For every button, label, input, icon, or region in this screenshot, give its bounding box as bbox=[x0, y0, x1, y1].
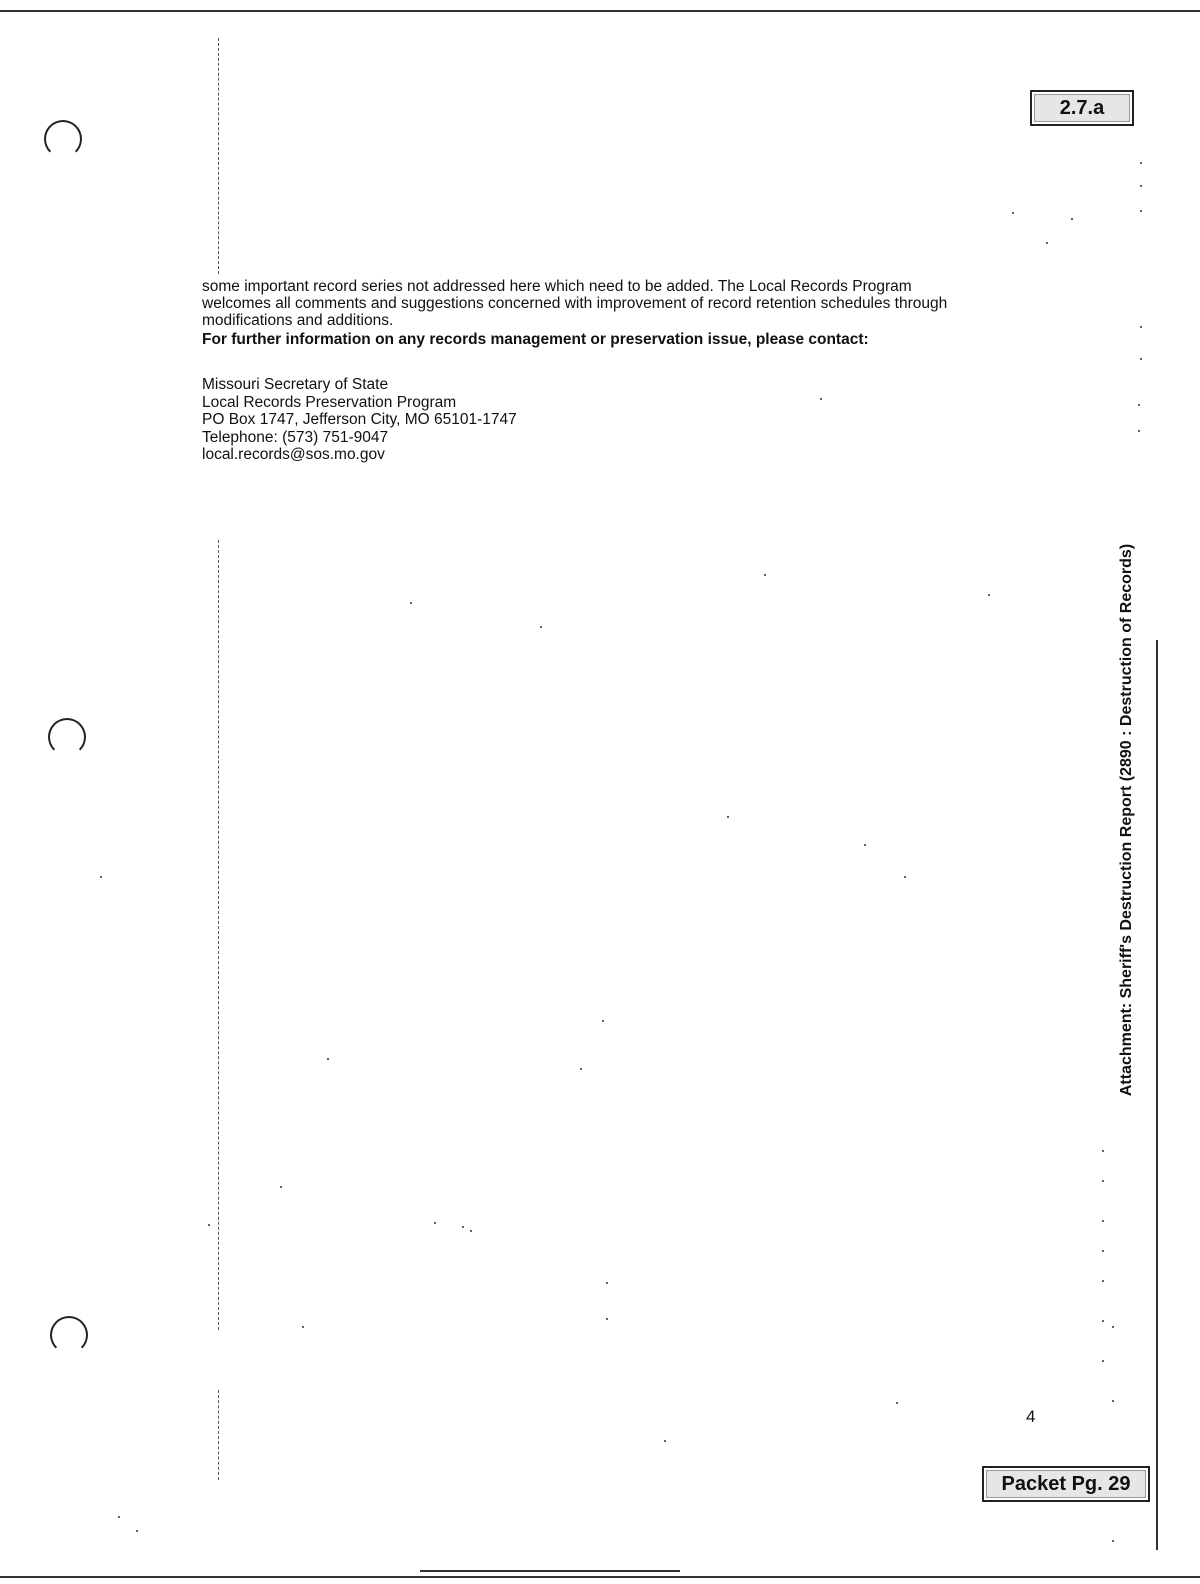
scan-speck bbox=[606, 1282, 608, 1284]
bottom-rule-segment bbox=[420, 1570, 680, 1572]
contact-telephone: Telephone: (573) 751-9047 bbox=[202, 428, 389, 446]
contact-organization: Missouri Secretary of State bbox=[202, 376, 389, 393]
scan-speck bbox=[727, 816, 729, 818]
punch-hole-icon bbox=[50, 1316, 88, 1354]
scan-speck bbox=[1102, 1360, 1104, 1362]
margin-line bbox=[218, 540, 220, 1330]
scan-speck bbox=[540, 626, 542, 628]
margin-line bbox=[218, 1390, 220, 1480]
scan-speck bbox=[302, 1326, 304, 1328]
scan-speck bbox=[118, 1516, 120, 1518]
scan-speck bbox=[136, 1530, 138, 1532]
margin-line bbox=[218, 38, 220, 274]
scan-speck bbox=[1112, 1540, 1114, 1542]
scan-speck bbox=[1112, 1326, 1114, 1328]
scan-speck bbox=[988, 594, 990, 596]
contact-email: local.records@sos.mo.gov bbox=[202, 446, 385, 463]
scan-speck bbox=[1112, 1400, 1114, 1402]
scan-speck bbox=[462, 1226, 464, 1228]
attachment-caption: Attachment: Sheriff's Destruction Report (2890 : Destruction of Records) bbox=[1118, 543, 1135, 1097]
punch-hole-icon bbox=[44, 120, 82, 158]
scan-speck bbox=[1102, 1280, 1104, 1282]
scan-speck bbox=[864, 844, 866, 846]
scan-speck bbox=[434, 1222, 436, 1224]
paragraph-line: some important record series not addressed here which need to be added. The Local Records Program bbox=[202, 278, 912, 295]
scan-speck bbox=[470, 1230, 472, 1232]
scan-speck bbox=[1102, 1250, 1104, 1252]
scan-speck bbox=[1046, 242, 1048, 244]
scan-speck bbox=[100, 876, 102, 878]
scan-speck bbox=[1102, 1180, 1104, 1182]
contact-address: PO Box 1747, Jefferson City, MO 65101-1747 bbox=[202, 411, 517, 428]
scan-speck bbox=[764, 574, 766, 576]
scan-speck bbox=[580, 1068, 582, 1070]
contact-block bbox=[202, 376, 622, 464]
scan-speck bbox=[606, 1318, 608, 1320]
bottom-rule bbox=[0, 1576, 1200, 1578]
scan-speck bbox=[896, 1402, 898, 1404]
scan-speck bbox=[1140, 326, 1142, 328]
scan-speck bbox=[1102, 1220, 1104, 1222]
punch-hole-icon bbox=[48, 718, 86, 756]
scan-speck bbox=[1140, 358, 1142, 360]
scan-speck bbox=[1138, 430, 1140, 432]
scan-speck bbox=[208, 1224, 210, 1226]
body-paragraph bbox=[202, 278, 1062, 348]
scan-speck bbox=[1140, 210, 1142, 212]
packet-page-badge: Packet Pg. 29 bbox=[982, 1466, 1150, 1502]
scan-speck bbox=[410, 602, 412, 604]
scan-speck bbox=[1140, 185, 1142, 187]
paragraph-line: welcomes all comments and suggestions concerned with improvement of record retention schedules through bbox=[202, 295, 948, 312]
scan-speck bbox=[1138, 404, 1140, 406]
item-badge: 2.7.a bbox=[1030, 90, 1134, 126]
scan-speck bbox=[327, 1058, 329, 1060]
scan-speck bbox=[1102, 1320, 1104, 1322]
right-margin-line bbox=[1156, 640, 1158, 1550]
scan-speck bbox=[602, 1020, 604, 1022]
contact-program: Local Records Preservation Program bbox=[202, 393, 457, 411]
scan-speck bbox=[904, 876, 906, 878]
contact-prompt: For further information on any records management or preservation issue, please contact: bbox=[202, 331, 869, 348]
scan-speck bbox=[1012, 212, 1014, 214]
scan-speck bbox=[1071, 218, 1073, 220]
scan-speck bbox=[1102, 1150, 1104, 1152]
paragraph-line: modifications and additions. bbox=[202, 312, 394, 329]
page-number: 4 bbox=[1026, 1407, 1036, 1426]
scan-speck bbox=[280, 1186, 282, 1188]
scan-speck bbox=[1140, 162, 1142, 164]
scan-speck bbox=[664, 1440, 666, 1442]
top-rule bbox=[0, 10, 1200, 12]
scan-speck bbox=[820, 398, 822, 400]
